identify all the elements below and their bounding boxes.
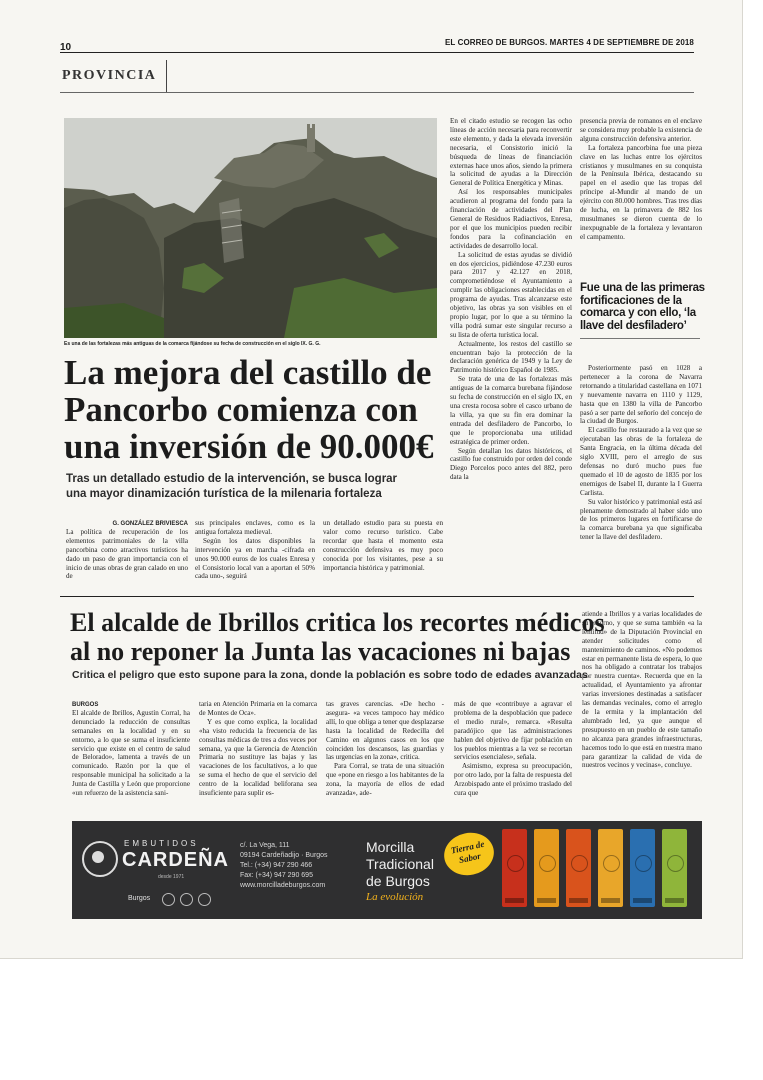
paragraph: Para Corral, se trata de una situación que «pone en riesgo a los habitantes de la zona, la mayoría de ellos de edad avanzada», ade- [326, 762, 444, 798]
ad-product-line: de Burgos [366, 873, 430, 889]
article2-col4 [454, 700, 572, 798]
ad-tagline: La evolución [366, 891, 424, 903]
headline-line: al no reponer la Junta las vacaciones ni bajas [70, 637, 571, 666]
article2-subheadline: Critica el peligro que esto supone para la zona, donde la población es sobre todo de edades avanzadas [72, 669, 588, 681]
paragraph: atiende a Ibrillos y a varias localidades de su entorno, y que se suma también «a la lentitud» de la Diputación Provincial en atender solicitudes como el mantenimiento de caminos. «No podemos estar en permanente lista de espera, lo que nos ha obligado a contratar los trabajos por nuestra cuenta». Recuerda que en la actualidad, el Ayuntamiento ya afrontar varias inversiones destinadas a satisfacer las demandas vecinales, como el arreglo de la ermita y la implantación del alumbrado led, ya que aunque el presupuesto en un pueblo de este tamaño no alcanza para grandes infraestructuras, hacemos todo lo que está en nuestra mano para garantizar la calidad de vida de nuestros vecinos y vecinas», concluye. [582, 610, 702, 770]
paragraph: taria en Atención Primaria en la comarca de Montes de Oca». [199, 700, 317, 717]
headline-line: una inversión de 90.000€ [64, 427, 434, 466]
paragraph: Según los datos disponibles la intervención ya en marcha -cifrada en unos 90.000 euros de los cuales Enresa y el Consistorio local van a aportan el 50% cada uno-, seguirá [195, 536, 315, 581]
pull-quote [580, 282, 705, 332]
headline-line: El alcalde de Ibrillos critica los recortes médicos [70, 608, 605, 637]
paragraph: Así los responsables municipales acudieron al programa del fondo para la financiación de actividades del Plan General de Residuos Radiactivos, Enresa, por el que los municipios pueden recibir fondos para la cofinanciación en actividades de desarrollo local. [450, 188, 572, 250]
paragraph: La fortaleza pancorbina fue una pieza clave en las luchas entre los ejércitos cristianos y musulmanes en su conquista de la Península Ibérica, destacando su papel en el asedio que las tropas del príncipe al-Mundir al mando de un ejército con 80.000 hombres. Tras tres días de lucha, en la primavera de 882 los musulmanes se dieron cuenta de lo inexpugnable de la fortaleza y levantaron el campamento. [580, 143, 702, 241]
article2-headline [70, 608, 610, 666]
tierra-de-sabor-seal: Tierra de Sabor [440, 828, 498, 879]
paragraph: Su valor histórico y patrimonial está así plenamente demostrado al haber sido uno de los primeros lugares en fortificarse de la comarca burebana ya que significaba tener la llave del desfiladero. [580, 497, 702, 542]
ad-brand: CARDEÑA [122, 849, 229, 871]
product-box [534, 829, 559, 907]
seal-icon [180, 893, 193, 906]
paragraph: El alcalde de Ibrillos, Agustín Corral, ha denunciado la reducción de consultas semanales en la localidad y en su entorno, a lo que se suma el insuficiente servicio que existe en el centro de salud de Belorado», lamenta a través de un comunicado. Razón por la que el responsable municipal ha solicitado a la Junta de Castilla y León que proporcione «un refuerzo de la asistencia sani- [72, 708, 190, 798]
article1-headline [64, 354, 444, 465]
article-divider [60, 596, 694, 597]
article2-col3 [326, 700, 444, 798]
ad-brand-top: EMBUTIDOS [124, 839, 199, 848]
paragraph: Se trata de una de las fortalezas más antiguas de la comarca burebana fijándose su fecha de construcción en el siglo IX, en una cresta rocosa sobre el casco urbano de la villa, ya que su fin era dominar la entrada del desfiladero de Pancorbo, lo que le proporcionaba una utilidad estratégica de primer orden. [450, 375, 572, 446]
subhead-line: una mayor dinamización turística de la milenaria fortaleza [66, 488, 382, 500]
top-rule [60, 52, 694, 53]
paragraph: La política de recuperación de los elementos patrimoniales de la villa pancorbina como atractivos turísticos ha dado un paso de gran importancia con el inicio de unas obras de gran calado en uno de [66, 527, 188, 581]
byline [66, 519, 188, 528]
ad-fax: Fax: (+34) 947 290 695 [240, 872, 313, 879]
byline-place: BRIVIESCA [155, 521, 188, 527]
subhead-line: Tras un detallado estudio de la intervención, se busca lograr [66, 473, 398, 485]
article1-col5b [580, 364, 702, 542]
ad-product-line: Tradicional [366, 856, 434, 872]
article2-col5 [582, 610, 702, 770]
product-box [630, 829, 655, 907]
article1-col4 [450, 117, 572, 482]
ad-phone: Tel.: (+34) 947 290 466 [240, 862, 313, 869]
ad-town: 09194 Cardeñadijo · Burgos [240, 852, 328, 859]
section-rule [60, 92, 694, 93]
article2-col2 [199, 700, 317, 798]
masthead-date: EL CORREO DE BURGOS. MARTES 4 DE SEPTIEMBRE DE 2018 [444, 38, 694, 47]
product-box [662, 829, 687, 907]
paragraph: más de que «contribuye a agravar el problema de la despoblación que padece el medio rural», remarca. «Resulta paradójico que las administraciones hablen del objetivo de fijar población en los pueblos mientras a la vez se recortan servicios esenciales», señala. [454, 700, 572, 762]
castle-photo [64, 118, 437, 338]
ad-contact [240, 841, 328, 891]
ad-product-name [366, 839, 434, 890]
article1-col1 [66, 519, 188, 581]
pull-quote-line: comarca y con ello, ‘la [580, 307, 696, 319]
paragraph: Y es que como explica, la localidad «ha visto reducida la frecuencia de las consultas médicas de tres a dos veces por semana, ya que la Gerencia de Atención Primaria no sustituye las bajas y las vacaciones de los facultativos, a lo que se suma el hecho de que el servicio del centro de la localidad beliforana sea insuficiente para suplir es- [199, 717, 317, 798]
ad-since: desde 1971 [158, 874, 185, 880]
photo-caption [64, 341, 437, 347]
article1-col3 [323, 519, 443, 572]
pull-quote-line: Fue una de las primeras [580, 282, 705, 294]
pull-quote-rule [580, 338, 700, 339]
paragraph: sus principales enclaves, como es la antigua fortaleza medieval. [195, 519, 315, 536]
caption-credit: G. G. [308, 341, 321, 347]
section-label: PROVINCIA [60, 60, 167, 92]
paragraph: En el citado estudio se recogen las ocho líneas de acción necesaria para reconvertir este elemento, y dada la elevada inversión necesaria, el Consistorio inició la búsqueda de líneas de financiación externas hace unos años, siendo la primera la solicitud de ayudas a la Dirección General de Política Energética y Minas. [450, 117, 572, 188]
advertisement[interactable] [72, 821, 702, 919]
article1-col5 [580, 117, 702, 242]
paragraph: Según detallan los datos históricos, el castillo fue construido por orden del conde Diego Porcelos poco antes del 882, pero data la [450, 446, 572, 482]
paragraph: Asimismo, expresa su preocupación, por otro lado, por la falta de respuesta del Arzobispado ante el próximo traslado del cura que [454, 762, 572, 798]
paragraph: un detallado estudio para su puesta en valor como recurso turístico. Cabe recordar que hasta el momento esta construcción defensiva es muy poco conocida por los visitantes, pese a su importancia histórica y patrimonial. [323, 519, 443, 572]
paragraph: Posteriormente pasó en 1028 a pertenecer a la corona de Navarra retornando a titularidad castellana en 1071 y nuevamente navarra en 1110 y 1129, hasta que en 1380 la villa de Pancorbo pasó a ser parte del señorío del concejo de la ciudad de Burgos. [580, 364, 702, 426]
product-box [566, 829, 591, 907]
paragraph: tas graves carencias. «De hecho -asegura- «a veces tampoco hay médico allí, lo que obliga a tener que desplazarse hasta la localidad de Redecilla del Camino en algunos casos en los que coinciden los descansos, las guardias y las urgencias en la zona», critica. [326, 700, 444, 762]
seal-icon [162, 893, 175, 906]
ad-certification-seals [162, 893, 211, 906]
page-number: 10 [60, 42, 72, 53]
ad-product-line: Morcilla [366, 839, 415, 855]
ad-city: Burgos [128, 895, 151, 902]
byline-author: G. GONZÁLEZ [112, 521, 154, 527]
paragraph: presencia previa de romanos en el enclave se considera muy probable la existencia de alguna construcción defensiva anterior. [580, 117, 702, 143]
headline-line: La mejora del castillo de [64, 353, 432, 392]
paragraph: La solicitud de estas ayudas se dividió en dos ejercicios, pidiéndose 47.230 euros para 2017 y 42.127 en 2018, comprometiéndose el Ayuntamiento a cumplir las obligaciones establecidas en el programa de ayudas. Tras alcanzarse este objetivo, las obras ya son visibles en el propio lugar, por lo que a su término la villa podrá sumar este singular recurso a su lista de oferta turística local. [450, 250, 572, 339]
seal-icon [198, 893, 211, 906]
article1-subheadline [66, 472, 446, 502]
article2-col1 [72, 700, 190, 798]
byline-place: BURGOS [72, 702, 99, 708]
product-box [502, 829, 527, 907]
headline-line: Pancorbo comienza con [64, 390, 418, 429]
pull-quote-line: fortificaciones de la [580, 294, 682, 307]
paragraph: Actualmente, los restos del castillo se encuentran bajo la protección de la declaración genérica de 1949 y la Ley de Patrimonio histórico Español de 1985. [450, 339, 572, 375]
paragraph: El castillo fue restaurado a la vez que se ejecutaban las obras de la fortaleza de Santa Engracia, en la última década del siglo XVIII, pero el arreglo de sus defensas no duró mucho pues fue quemado el 10 de agosto de 1835 por los enemigos de Isabel II, durante la I Guerra Carlista. [580, 426, 702, 497]
article1-col2 [195, 519, 315, 581]
product-box [598, 829, 623, 907]
pull-quote-line: llave del desfiladero’ [580, 319, 687, 332]
caption-text: Es una de las fortalezas más antiguas de la comarca fijándose su fecha de construcción en el siglo IX. [64, 341, 308, 347]
ad-website[interactable]: www.morcilladeburgos.com [240, 882, 326, 889]
ad-address: c/. La Vega, 111 [240, 842, 290, 849]
brand-logo-icon [82, 841, 118, 877]
castle-photo-illustration [64, 118, 437, 338]
byline [72, 700, 190, 709]
